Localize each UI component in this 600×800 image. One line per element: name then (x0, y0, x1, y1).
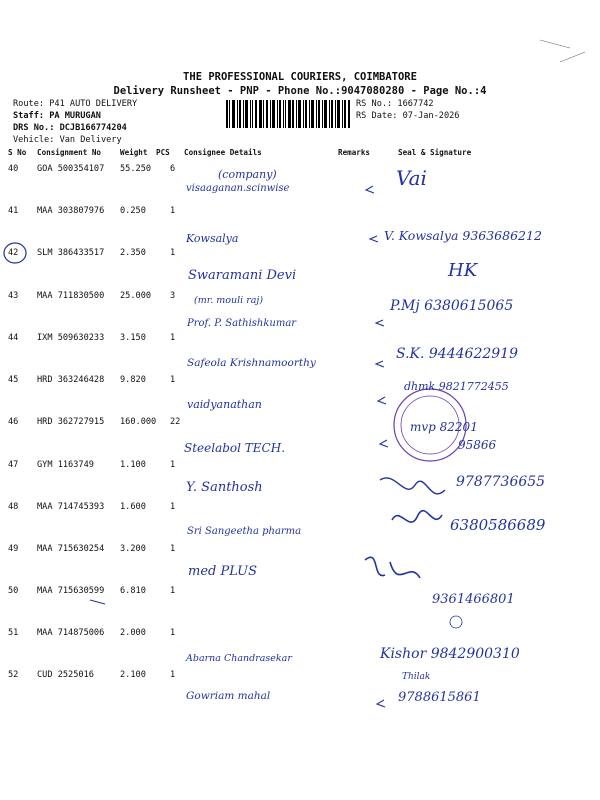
row-pcs: 1 (170, 206, 176, 216)
row-pcs: 3 (170, 291, 176, 301)
hw-consignee-50: med PLUS (188, 564, 258, 579)
row-pcs: 1 (170, 333, 176, 343)
row-pcs: 1 (170, 502, 176, 512)
row-pcs: 1 (170, 248, 176, 258)
row-sno: 48 (8, 502, 19, 512)
col-consignee: Consignee Details (184, 148, 262, 157)
hw-signature-46: mvp 82201 (410, 420, 478, 434)
col-seal: Seal & Signature (398, 148, 472, 157)
hw-consignee-48: Sri Sangeetha pharma (187, 526, 302, 537)
row-sno: 49 (8, 544, 19, 554)
hw-signature-50: 9361466801 (432, 592, 515, 607)
row-pcs: 1 (170, 628, 176, 638)
hw-signature-48: 6380586689 (450, 516, 546, 534)
row-sno: 41 (8, 206, 19, 216)
col-weight: Weight (120, 148, 148, 157)
row-weight: 1.600 (120, 502, 146, 512)
hw-signature-45: dhmk 9821772455 (404, 380, 509, 393)
row-consignment: CUD 2525016 (37, 670, 94, 680)
row-sno: 40 (8, 164, 19, 174)
row-sno: 52 (8, 670, 19, 680)
row-weight: 3.200 (120, 544, 146, 554)
row-consignment: MAA 715630254 (37, 544, 105, 554)
hw-consignee-43: Prof. P. Sathishkumar (187, 318, 297, 329)
hw-consignee-52: Gowriam mahal (186, 690, 271, 702)
tick-mark (377, 700, 385, 707)
row-consignment: IXM 509630233 (37, 333, 105, 343)
signature-scribble (392, 511, 442, 522)
row-weight: 0.250 (120, 206, 146, 216)
row-sno: 50 (8, 586, 19, 596)
route-label: Route: P41 AUTO DELIVERY (13, 99, 138, 109)
rs-date: RS Date: 07-Jan-2026 (356, 111, 460, 121)
row-weight: 9.820 (120, 375, 146, 385)
pen-dash (90, 600, 105, 604)
vehicle-label: Vehicle: Van Delivery (13, 135, 122, 145)
row-pcs: 1 (170, 544, 176, 554)
runsheet-title: Delivery Runsheet - PNP - Phone No.:9047080280 - Page No.:4 (113, 85, 487, 97)
tick-mark (380, 440, 388, 447)
tick-mark (376, 361, 384, 367)
col-pcs: PCS (156, 148, 170, 157)
hw-consignee-42: Swaramani Devi (188, 268, 297, 283)
row-sno: 45 (8, 375, 19, 385)
col-sno: S No (8, 148, 27, 157)
row-weight: 160.000 (120, 417, 157, 427)
row-consignment: MAA 714875006 (37, 628, 105, 638)
row-sno: 46 (8, 417, 19, 427)
tick-mark (370, 236, 378, 242)
tick-mark (366, 186, 374, 193)
row-pcs: 1 (170, 670, 176, 680)
hw-consignee-44: Safeola Krishnamoorthy (187, 357, 316, 369)
drs-label: DRS No.: DCJB166774204 (13, 123, 127, 133)
pen-loop (450, 616, 462, 628)
row-consignment: MAA 711830500 (37, 291, 105, 301)
row-sno: 51 (8, 628, 19, 638)
row-consignment: MAA 303807976 (37, 206, 105, 216)
hw-signature-42: HK (448, 260, 478, 281)
corner-scratch (540, 40, 585, 62)
col-remarks: Remarks (338, 148, 371, 157)
hw-signature-47: 9787736655 (456, 474, 546, 490)
hw-consignee-43-note: (mr. mouli raj) (194, 295, 264, 306)
hw-consignee-47: Y. Santhosh (186, 480, 263, 495)
signature-scribble (365, 557, 420, 578)
hw-signature-41: V. Kowsalya 9363686212 (384, 228, 542, 243)
row-pcs: 1 (170, 375, 176, 385)
row-weight: 6.810 (120, 586, 146, 596)
hw-signature-43: P.Mj 6380615065 (390, 298, 514, 314)
row-weight: 1.100 (120, 460, 146, 470)
hw-consignee-51: Abarna Chandrasekar (186, 653, 292, 664)
row-weight: 55.250 (120, 164, 152, 174)
row-pcs: 6 (170, 164, 176, 174)
row-consignment: SLM 386433517 (37, 248, 105, 258)
row-weight: 2.000 (120, 628, 146, 638)
hw-signature-52: 9788615861 (398, 690, 481, 705)
row-weight: 3.150 (120, 333, 146, 343)
row-consignment: GOA 500354107 (37, 164, 105, 174)
row-sno: 42 (8, 248, 19, 258)
company-title: THE PROFESSIONAL COURIERS, COIMBATORE (183, 71, 417, 83)
row-consignment: HRD 362727915 (37, 417, 105, 427)
row-weight: 2.100 (120, 670, 146, 680)
row-consignment: MAA 715630599 (37, 586, 105, 596)
row-pcs: 1 (170, 460, 176, 470)
hw-consignee-41: Kowsalya (186, 232, 239, 245)
row-consignment: GYM 1163749 (37, 460, 94, 470)
row-sno: 43 (8, 291, 19, 301)
hw-consignee-40: visaaganan.scinwise (186, 183, 290, 194)
row-consignment: HRD 363246428 (37, 375, 105, 385)
row-pcs: 22 (170, 417, 181, 427)
signature-scribble (380, 478, 445, 494)
hw-signature-46-phone: 95866 (458, 438, 497, 452)
staff-label: Staff: PA MURUGAN (13, 111, 101, 121)
row-42-circle (4, 243, 26, 263)
hw-signature-51-note: Thilak (402, 672, 431, 682)
row-weight: 25.000 (120, 291, 152, 301)
hw-consignee-46: Steelabol TECH. (184, 441, 286, 455)
hw-signature-44: S.K. 9444622919 (396, 346, 518, 362)
row-pcs: 1 (170, 586, 176, 596)
hw-signature-51: Kishor 9842900310 (380, 646, 520, 662)
tick-mark (378, 397, 386, 404)
row-sno: 44 (8, 333, 19, 343)
rs-number: RS No.: 1667742 (356, 99, 434, 109)
row-weight: 2.350 (120, 248, 146, 258)
row-consignment: MAA 714745393 (37, 502, 105, 512)
hw-company: (company) (218, 168, 277, 181)
hw-consignee-45: vaidyanathan (187, 398, 262, 411)
col-consignment: Consignment No (37, 148, 102, 157)
row-sno: 47 (8, 460, 19, 470)
tick-mark (376, 320, 384, 326)
hw-signature-40: Vai (396, 166, 427, 190)
